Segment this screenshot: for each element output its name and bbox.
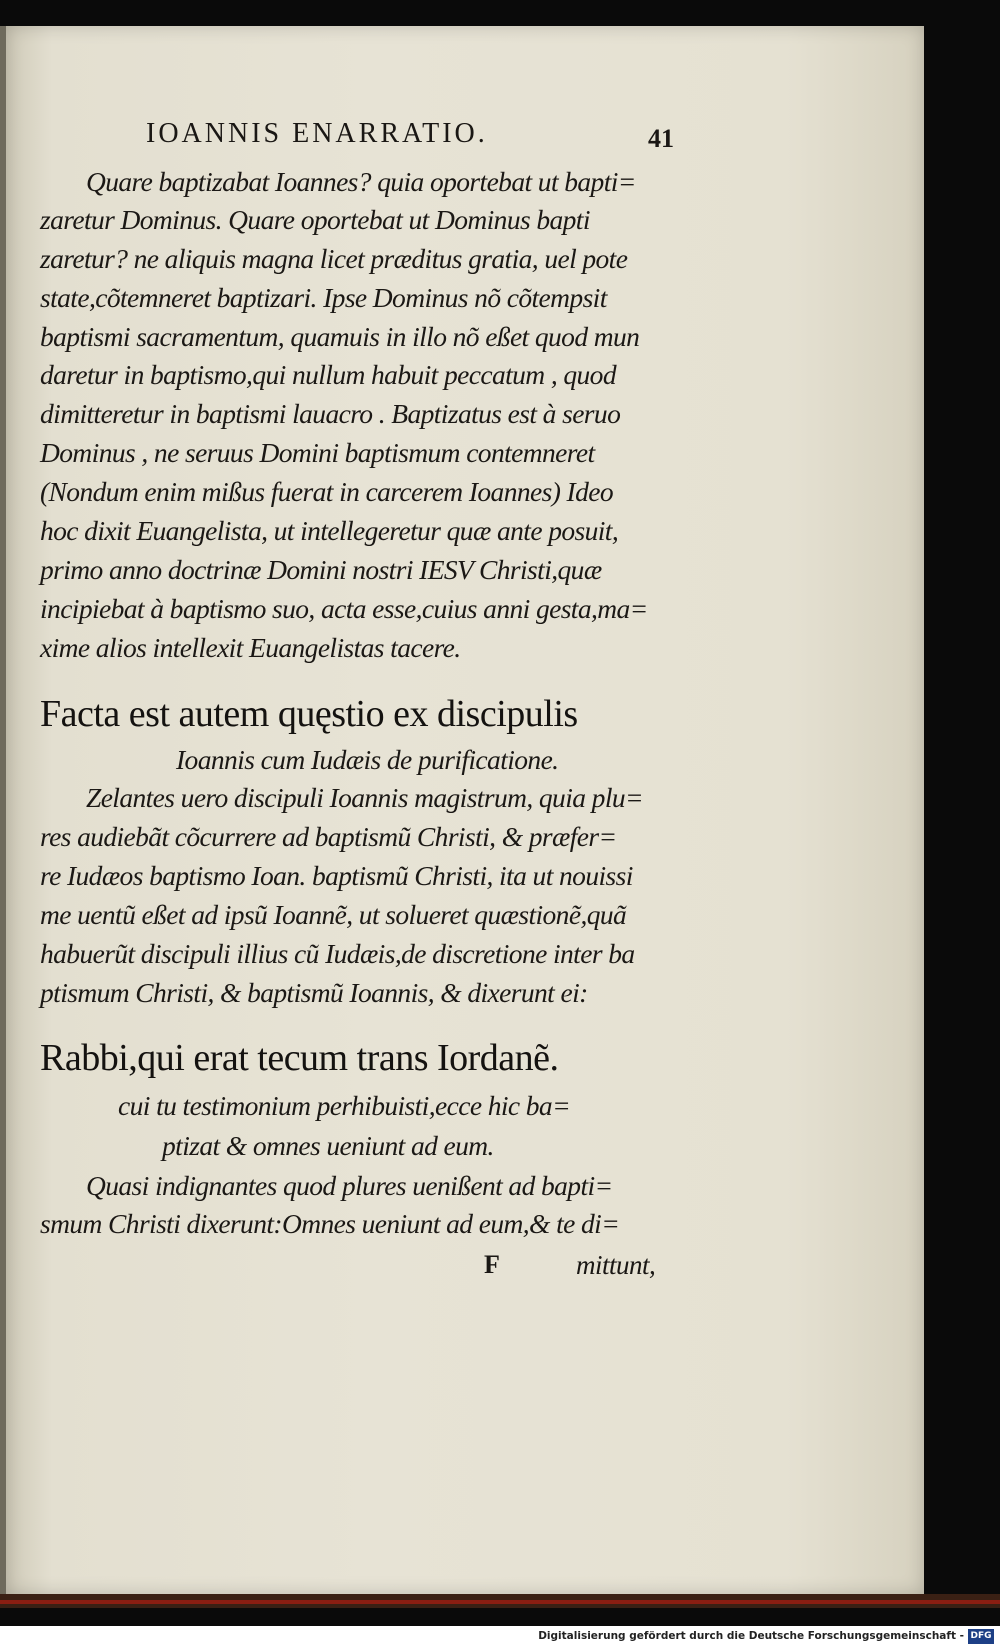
text-line: smum Christi dixerunt:Omnes ueniunt ad eum,& te di= [40, 1208, 620, 1239]
lemma-continuation: cui tu testimonium perhibuisti,ecce hic ba= [118, 1090, 571, 1121]
text-line: primo anno doctrinæ Domini nostri IESV Christi,quæ [40, 554, 602, 585]
lemma-heading: Facta est autem quęstio ex discipulis [40, 693, 578, 735]
catchword: mittunt, [576, 1250, 656, 1280]
text-line: ptismum Christi, & baptismũ Ioannis, & dixerunt ei: [40, 977, 588, 1008]
signature-mark: F [484, 1250, 500, 1279]
text-line: (Nondum enim mißus fuerat in carcerem Ioannes) Ideo [40, 476, 614, 507]
text-line: Quasi indignantes quod plures uenißent ad bapti= [86, 1170, 613, 1201]
text-line: incipiebat à baptismo suo, acta esse,cuius anni gesta,ma= [40, 593, 648, 624]
text-line: habuerũt discipuli illius cũ Iudæis,de discretione inter ba [40, 938, 635, 969]
text-line: dimitteretur in baptismi lauacro . Baptizatus est à seruo [40, 398, 621, 429]
text-line: zaretur? ne aliquis magna licet præditus gratia, uel pote [40, 243, 628, 274]
text-line: hoc dixit Euangelista, ut intellegeretur quæ ante posuit, [40, 515, 619, 546]
text-line: me uentũ eßet ad ipsũ Ioannẽ, ut solueret quæstionẽ,quã [40, 899, 627, 930]
text-line: Quare baptizabat Ioannes? quia oportebat ut bapti= [86, 166, 636, 197]
text-line: Dominus , ne seruus Domini baptismum contemneret [40, 437, 595, 468]
scan-bottom-stripe [0, 1600, 1000, 1604]
footer-bar [0, 1626, 1000, 1648]
page-number: 41 [648, 124, 674, 153]
lemma-heading: Rabbi,qui erat tecum trans Iordanẽ. [40, 1037, 559, 1079]
text-line: baptismi sacramentum, quamuis in illo nõ eßet quod mun [40, 321, 640, 352]
text-line: Zelantes uero discipuli Ioannis magistrum, quia plu= [86, 782, 643, 813]
text-line: daretur in baptismo,qui nullum habuit peccatum , quod [40, 359, 616, 390]
text-line: zaretur Dominus. Quare oportebat ut Dominus bapti [40, 204, 590, 235]
text-line: res audiebãt cõcurrere ad baptismũ Christi, & præfer= [40, 821, 617, 852]
text-line: state,cõtemneret baptizari. Ipse Dominus nõ cõtempsit [40, 282, 607, 313]
lemma-continuation: ptizat & omnes ueniunt ad eum. [162, 1130, 494, 1161]
page-header [146, 118, 706, 154]
running-title: IOANNIS ENARRATIO. [146, 118, 488, 149]
lemma-continuation: Ioannis cum Iudæis de purificatione. [176, 744, 559, 775]
text-line: xime alios intellexit Euangelistas tacere. [40, 632, 461, 663]
funding-notice: Digitalisierung gefördert durch die Deutsche Forschungsgemeinschaft - [538, 1630, 964, 1642]
text-line: re Iudæos baptismo Ioan. baptismũ Christi, ita ut nouissi [40, 860, 633, 891]
dfg-logo: DFG [968, 1629, 994, 1644]
